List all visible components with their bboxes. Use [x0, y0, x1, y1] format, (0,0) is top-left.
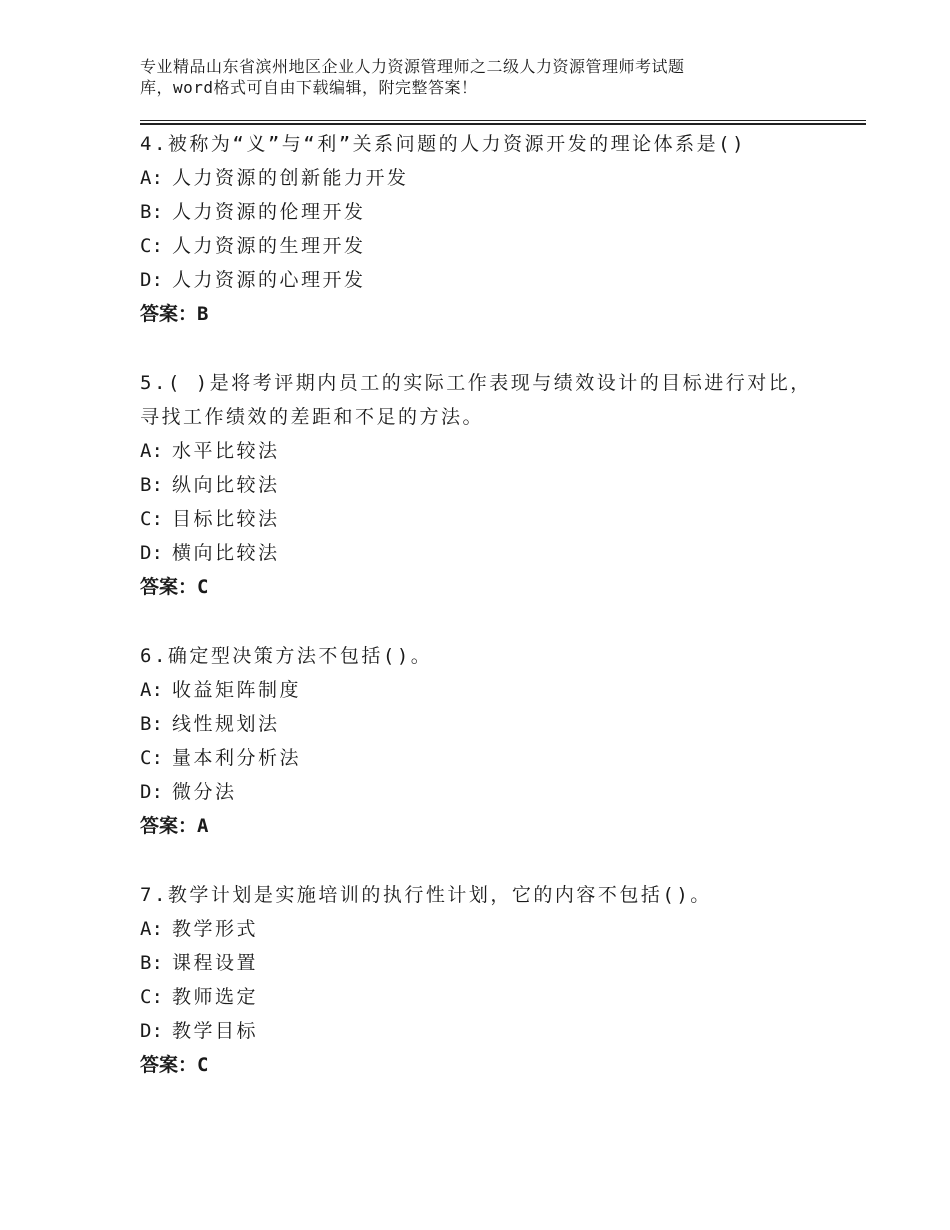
option-key: B:: [140, 952, 163, 974]
answer-line: [140, 1048, 860, 1082]
header-line-1: 专业精品山东省滨州地区企业人力资源管理师之二级人力资源管理师考试题: [140, 57, 685, 76]
option-item: [140, 468, 860, 502]
answer-label: 答案：: [140, 815, 198, 837]
option-key: B:: [140, 713, 163, 735]
option-item: [140, 502, 860, 536]
option-key: D:: [140, 269, 163, 291]
answer-label: 答案：: [140, 576, 198, 598]
option-key: B:: [140, 474, 163, 496]
option-text: 收益矩阵制度: [172, 679, 302, 701]
option-text: 人力资源的心理开发: [172, 269, 366, 291]
option-item: [140, 263, 860, 297]
answer-value: C: [197, 576, 209, 598]
option-item: [140, 536, 860, 570]
option-key: C:: [140, 986, 163, 1008]
option-text: 教师选定: [172, 986, 259, 1008]
header-line-2: 库，word格式可自由下载编辑，附完整答案！: [140, 78, 478, 97]
question-block: [140, 639, 860, 843]
option-item: [140, 912, 860, 946]
question-text: 5.( )是将考评期内员工的实际工作表现与绩效设计的目标进行对比，: [140, 372, 812, 394]
option-text: 线性规划法: [172, 713, 280, 735]
question-spacer: [140, 843, 860, 878]
option-key: C:: [140, 747, 163, 769]
answer-line: [140, 570, 860, 604]
option-text: 教学目标: [172, 1020, 259, 1042]
option-text: 人力资源的伦理开发: [172, 201, 366, 223]
answer-value: B: [197, 303, 209, 325]
header-divider-thin: [140, 120, 866, 121]
answer-line: [140, 297, 860, 331]
option-key: A:: [140, 167, 163, 189]
option-text: 量本利分析法: [172, 747, 302, 769]
option-key: A:: [140, 918, 163, 940]
option-key: D:: [140, 781, 163, 803]
option-item: [140, 741, 860, 775]
question-block: [140, 366, 860, 604]
question-spacer: [140, 331, 860, 366]
option-key: C:: [140, 508, 163, 530]
answer-value: A: [197, 815, 209, 837]
question-text: 寻找工作绩效的差距和不足的方法。: [140, 406, 485, 428]
option-item: [140, 1014, 860, 1048]
answer-value: C: [197, 1054, 209, 1076]
option-key: D:: [140, 1020, 163, 1042]
document-header: [140, 56, 780, 98]
question-block: [140, 127, 860, 331]
option-text: 教学形式: [172, 918, 259, 940]
question-text: 6.确定型决策方法不包括()。: [140, 645, 433, 667]
header-divider-thick: [140, 123, 866, 125]
question-block: [140, 878, 860, 1082]
option-item: [140, 161, 860, 195]
option-key: D:: [140, 542, 163, 564]
option-item: [140, 195, 860, 229]
option-key: C:: [140, 235, 163, 257]
option-item: [140, 946, 860, 980]
option-text: 人力资源的创新能力开发: [172, 167, 409, 189]
option-text: 纵向比较法: [172, 474, 280, 496]
answer-label: 答案：: [140, 1054, 198, 1076]
option-text: 微分法: [172, 781, 237, 803]
option-key: A:: [140, 440, 163, 462]
option-item: [140, 980, 860, 1014]
question-spacer: [140, 604, 860, 639]
answer-line: [140, 809, 860, 843]
option-item: [140, 707, 860, 741]
option-text: 水平比较法: [172, 440, 280, 462]
option-item: [140, 229, 860, 263]
option-text: 横向比较法: [172, 542, 280, 564]
option-text: 目标比较法: [172, 508, 280, 530]
question-list: [140, 127, 860, 1082]
question-text: 4.被称为“义”与“利”关系问题的人力资源开发的理论体系是(): [140, 133, 747, 155]
answer-label: 答案：: [140, 303, 198, 325]
question-text: 7.教学计划是实施培训的执行性计划，它的内容不包括()。: [140, 884, 712, 906]
option-item: [140, 434, 860, 468]
option-item: [140, 673, 860, 707]
option-text: 课程设置: [172, 952, 259, 974]
option-key: A:: [140, 679, 163, 701]
option-item: [140, 775, 860, 809]
option-key: B:: [140, 201, 163, 223]
option-text: 人力资源的生理开发: [172, 235, 366, 257]
